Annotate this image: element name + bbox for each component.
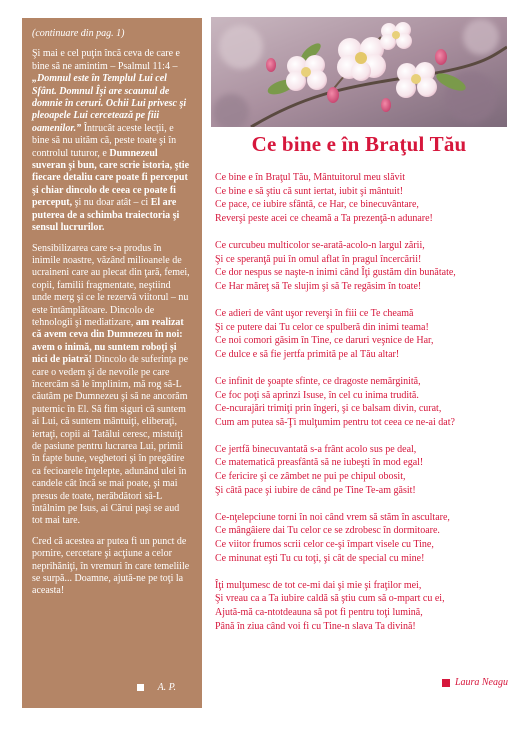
square-bullet-icon (442, 679, 450, 687)
editorial-paragraph-1: Şi mai e cel puţin încă ceva de care e bine să ne amintim – Psalmul 11:4 – „Domnul este în Templul Lui cel Sfânt. Domnul Îşi are scaunul de domnie în ceruri. Ochii Lui privesc şi pleoapele Lui cercetează pe fiii oamenilor.” Întrucât aceste lecţii, e bine să nu uităm că, peste toate şi în controlul tuturor, e Dumnezeul suveran şi bun, care scrie istoria, ştie fiecare detaliu care poate fi perceput şi chiar dincolo de ceea ce poate fi perceput, şi nu doar atât – ci El are puterea de a schimba traiectoria şi sensul lucrurilor. (32, 48, 190, 234)
poem-line: Ce curcubeu multicolor se-arată-acolo-n largul zării, (215, 239, 425, 251)
poem-line: Şi ce putere dai Tu celor ce spulberă din inimi teama! (215, 321, 429, 333)
poem-stanza (215, 239, 511, 293)
poem-line: Ce mângâiere dai Tu celor ce se zdrobesc în dormitoare. (215, 525, 440, 537)
poem-line: Ce bine e în Braţul Tău, Mântuitorul meu slăvit (215, 172, 406, 183)
poem-line: Ce fericire şi ce zâmbet ne pui pe chipul obosit, (215, 471, 406, 483)
poem-line: Ce matematică preasfântă să ne iubeşti în mod egal! (215, 457, 424, 469)
poem-title: Ce bine e în Braţul Tău (251, 132, 467, 156)
poem-line: Până în ziua când voi fi cu Tine-n slava Ta divină! (215, 620, 416, 632)
poem-line: Ce infinit de şoapte sfinte, ce dragoste nemărginită, (215, 375, 421, 387)
poem-line: Ce adieri de vânt uşor reverşi în fiii ce Te cheamă (215, 307, 414, 319)
poem-line: Cum am putea să-Ţi mulţumim pentru tot ceea ce ne-ai dat? (215, 416, 455, 428)
poem-line: Îţi mulţumesc de tot ce-mi dai şi mie şi fraţilor mei, (215, 579, 422, 591)
poem-line: Şi vreau ca a Ta iubire caldă să ştiu cum să o-mpart cu ei, (215, 593, 445, 605)
poem-line: Ce Har măreţ să Te slujim şi să Te regăsim în toate! (215, 280, 422, 292)
poem-line: Ajută-mă ca-ntotdeauna să pot fi pentru toţi lumină, (215, 607, 423, 618)
poem-author: Laura Neagu (442, 677, 508, 688)
editorial-column (22, 18, 202, 708)
poem-line: Ce viitor frumos scrii celor ce-şi împart visele cu Tine, (215, 539, 434, 551)
editorial-paragraph-3: Cred că acestea ar putea fi un punct de pornire, cercetare şi acţiune a celor neprihăniţi, în vremuri în care temeliile se surpă... Doamne, ajută-ne pe toţi la aceasta! (32, 535, 190, 597)
continuation-note: (continuare din pag. 1) (32, 28, 125, 39)
poem-stanza (215, 443, 511, 497)
poem-line: Reverşi peste acei ce cheamă a Ta prezenţă-n adunare! (215, 212, 433, 224)
editorial-paragraph-2: Sensibilizarea care s-a produs în inimile noastre, văzând milioanele de ucraineni care au plecat din ţară, femei, copii, familii fragmentate, neştiind unde merg şi ce le rezervă viitorul – nu este întâmplătoare. Dincolo de tehnologii şi mediatizare, am realizat că avem ceva din Dumnezeu în noi: avem o inimă, nu suntem roboţi şi nici de piatră! Dincolo de suferinţa pe care o vedem şi de nevoile pe care încercăm să le împlinim, mă rog să-L căutăm pe Dumnezeu şi să ne ancorăm puternic în El. Să fim siguri că suntem ai Lui, că suntem mântuiţi, eliberaţi, iertaţi, copii ai Tatălui ceresc, mistuiţi de pasiune pentru lucrarea Lui, primii în fapte bune, veghetori şi în pregătire ca fecioarele înţelepte, adunând ulei în candele cât încă se mai poate, şi mai presus de toate, nerăbdători să-L întâlnim pe Isus, ai Cărui paşi se aud tot mai tare. (32, 242, 190, 527)
poem-line: Ce bine e să ştiu că sunt iertat, iubit şi mântuit! (215, 185, 404, 197)
poem-line: Şi câtă pace şi iubire de când pe Tine Te-am găsit! (215, 484, 416, 496)
square-bullet-icon (137, 684, 144, 691)
poem-line: Ce pace, ce iubire sfântă, ce Har, ce binecuvântare, (215, 199, 419, 211)
poem-line: Şi ce speranţă pui în omul aflat în pragul încercării! (215, 253, 422, 265)
poem-line: Ce minunat eşti Tu cu toţi, şi cât de special cu mine! (215, 552, 425, 564)
poem-body (215, 171, 511, 647)
poem-line: Ce dulce e să fie jertfa primită pe al Tău altar! (215, 348, 400, 360)
poem-line: Ce foc poţi să aprinzi Isuse, în cel cu inima trudită. (215, 389, 419, 401)
poem-stanza (215, 307, 511, 361)
poem-line: Ce-ncurajări trimiţi prin îngeri, şi ce balsam divin, curat, (215, 403, 442, 415)
poem-line: Ce noi comori găsim în Tine, ce daruri veşnice de Har, (215, 335, 434, 347)
poem-stanza (215, 511, 511, 565)
poem-stanza (215, 579, 511, 633)
poem-stanza (215, 171, 511, 225)
blossom-photo (211, 17, 507, 127)
editorial-signature: A. P. (137, 682, 176, 694)
poem-line: Ce-nţelepciune torni în noi când vrem să stăm în ascultare, (215, 511, 450, 523)
poem-stanza (215, 375, 511, 429)
poem-line: Ce dor nespus se naşte-n inimi când Îţi gustăm din bunătate, (215, 267, 456, 279)
poem-line: Ce jertfă binecuvantată s-a frânt acolo sus pe deal, (215, 443, 417, 455)
